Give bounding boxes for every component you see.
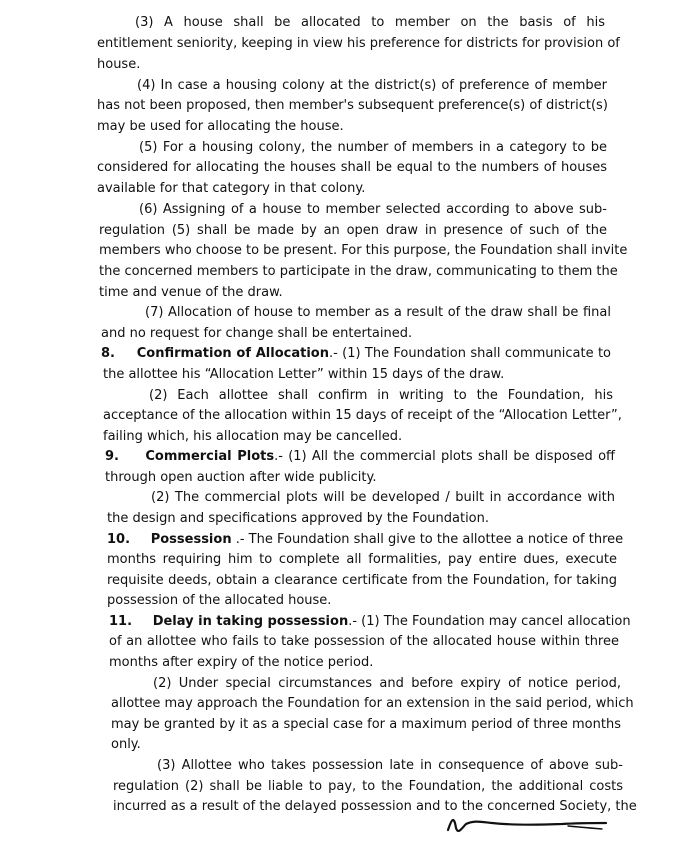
line-text: (3) Allottee who takes possession late in consequence of above sub-: [157, 758, 623, 773]
section-heading: Confirmation of Allocation: [136, 346, 329, 361]
text-line: [105, 468, 615, 488]
line-text: time and venue of the draw.: [99, 285, 283, 300]
text-line: [109, 612, 631, 632]
text-line: [153, 674, 621, 694]
text-line: [107, 509, 615, 529]
section-heading: Commercial Plots: [145, 449, 275, 464]
line-text: .- (1) The Foundation may cancel allocation: [348, 614, 631, 629]
line-text: and no request for change shall be entertained.: [101, 326, 413, 341]
text-line: [111, 694, 634, 714]
line-text: .- The Foundation shall give to the allottee a notice of three: [231, 532, 624, 547]
section-heading: Delay in taking possession: [152, 614, 349, 629]
line-text: available for that category in that colony.: [97, 181, 366, 196]
text-line: [113, 777, 623, 797]
line-text: only.: [111, 737, 141, 752]
text-line: [97, 55, 607, 75]
line-text: has not been proposed, then member's subsequent preference(s) of district(s): [97, 98, 608, 113]
line-text: (3) A house shall be allocated to member on the basis of his: [135, 15, 605, 30]
line-text: considered for allocating the houses shall be equal to the numbers of houses: [97, 160, 607, 175]
section-number: 11.: [109, 614, 133, 629]
line-text: (2) Each allottee shall confirm in writing to the Foundation, his: [149, 388, 613, 403]
line-text: (2) The commercial plots will be developed / built in accordance with: [151, 490, 615, 505]
line-text: the allottee his “Allocation Letter” within 15 days of the draw.: [103, 367, 505, 382]
line-text: possession of the allocated house.: [107, 593, 332, 608]
line-text: incurred as a result of the delayed possession and to the concerned Society, the: [113, 799, 637, 814]
text-line: [149, 386, 613, 406]
line-text: (5) For a housing colony, the number of members in a category to be: [139, 140, 607, 155]
line-text: (7) Allocation of house to member as a result of the draw shall be final: [145, 305, 611, 320]
text-line: [107, 530, 624, 550]
text-line: [137, 76, 607, 96]
text-line: [111, 735, 621, 755]
line-text: allottee may approach the Foundation for an extension in the said period, which: [111, 696, 634, 711]
line-text: the concerned members to participate in the draw, communicating to them the: [99, 264, 618, 279]
line-text: .- (1) All the commercial plots shall be disposed off: [274, 449, 615, 464]
text-line: [109, 653, 619, 673]
text-line: [97, 179, 607, 199]
text-line: [139, 138, 607, 158]
line-text: may be used for allocating the house.: [97, 119, 344, 134]
text-line: [103, 427, 613, 447]
line-text: months requiring him to complete all formalities, pay entire dues, execute: [107, 552, 617, 567]
text-line: [99, 241, 628, 261]
line-text: members who choose to be present. For this purpose, the Foundation shall invite: [99, 243, 628, 258]
text-line: [107, 591, 617, 611]
handwritten-signature: [444, 808, 614, 838]
line-text: (6) Assigning of a house to member selected according to above sub-: [139, 202, 607, 217]
text-line: [101, 324, 611, 344]
line-text: .- (1) The Foundation shall communicate to: [328, 346, 611, 361]
text-line: [107, 571, 617, 591]
line-text: regulation (5) shall be made by an open draw in presence of such of the: [99, 223, 607, 238]
section-number: 10.: [107, 532, 131, 547]
section-number: 9.: [105, 449, 119, 464]
line-text: house.: [97, 57, 141, 72]
line-text: of an allottee who fails to take possession of the allocated house within three: [109, 634, 619, 649]
text-line: [157, 756, 623, 776]
text-line: [103, 365, 611, 385]
line-text: may be granted by it as a special case for a maximum period of three months: [111, 717, 621, 732]
text-line: [109, 632, 619, 652]
line-text: acceptance of the allocation within 15 days of receipt of the “Allocation Letter”,: [103, 408, 622, 423]
text-line: [107, 550, 617, 570]
line-text: entitlement seniority, keeping in view his preference for districts for provision of: [97, 36, 620, 51]
section-heading: Possession: [150, 532, 232, 547]
text-line: [111, 715, 621, 735]
text-line: [99, 262, 618, 282]
text-line: [105, 447, 615, 467]
text-line: [99, 221, 607, 241]
text-line: [97, 117, 607, 137]
text-line: [139, 200, 607, 220]
text-line: [145, 303, 611, 323]
text-line: [103, 406, 622, 426]
line-text: the design and specifications approved by the Foundation.: [107, 511, 490, 526]
text-line: [101, 344, 611, 364]
text-line: [151, 488, 615, 508]
line-text: (4) In case a housing colony at the district(s) of preference of member: [137, 78, 607, 93]
text-line: [99, 283, 607, 303]
line-text: requisite deeds, obtain a clearance certificate from the Foundation, for taking: [107, 573, 617, 588]
line-text: through open auction after wide publicity.: [105, 470, 377, 485]
line-text: regulation (2) shall be liable to pay, to the Foundation, the additional costs: [113, 779, 623, 794]
line-text: months after expiry of the notice period.: [109, 655, 374, 670]
text-line: [135, 13, 605, 33]
text-line: [97, 96, 607, 116]
text-line: [97, 34, 620, 54]
line-text: (2) Under special circumstances and before expiry of notice period,: [153, 676, 621, 691]
section-number: 8.: [101, 346, 115, 361]
line-text: failing which, his allocation may be cancelled.: [103, 429, 403, 444]
text-line: [97, 158, 607, 178]
